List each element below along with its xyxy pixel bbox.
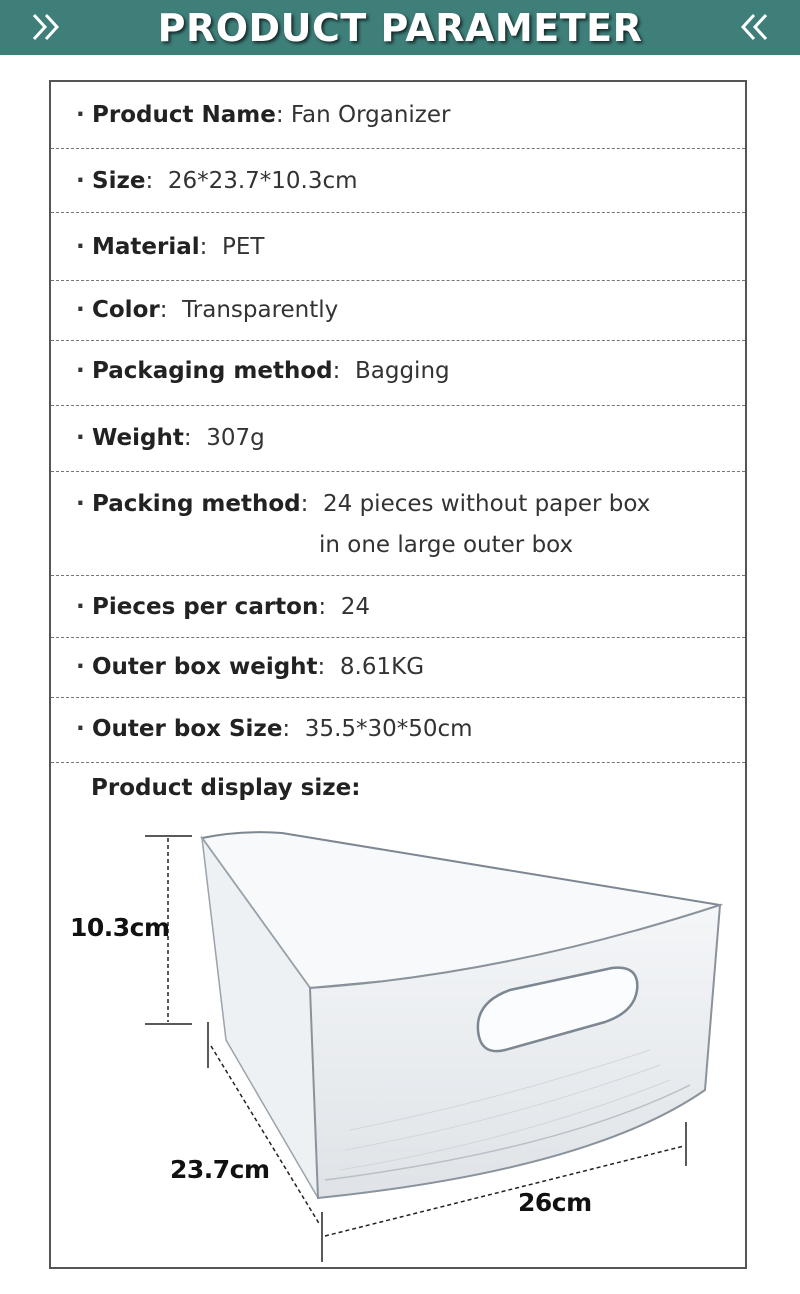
param-value: Transparently	[182, 297, 339, 323]
param-separator: :	[145, 168, 154, 194]
param-value-line2: in one large outer box	[319, 532, 574, 558]
bullet: ·	[76, 654, 85, 680]
bullet: ·	[76, 168, 85, 194]
bullet: ·	[76, 102, 85, 128]
param-value: PET	[222, 234, 265, 260]
param-value: 24	[340, 594, 371, 620]
param-value: Fan Organizer	[290, 102, 451, 128]
param-separator: :	[275, 102, 284, 128]
param-separator: :	[317, 654, 326, 680]
param-label: Color	[92, 297, 160, 323]
param-label: Outer box Size	[92, 716, 283, 742]
bullet: ·	[76, 716, 85, 742]
param-value: 35.5*30*50cm	[304, 716, 473, 742]
display-size-title: Product display size:	[91, 775, 361, 801]
param-value: Bagging	[354, 358, 450, 384]
param-separator: :	[318, 594, 327, 620]
param-label: Packing method	[92, 491, 301, 517]
param-label: Weight	[92, 425, 184, 451]
param-label: Material	[92, 234, 200, 260]
param-separator: :	[159, 297, 168, 323]
height-label: 10.3cm	[70, 913, 170, 942]
param-label: Size	[92, 168, 146, 194]
bullet: ·	[76, 358, 85, 384]
param-label: Packaging method	[92, 358, 333, 384]
param-separator: :	[332, 358, 341, 384]
bullet: ·	[76, 425, 85, 451]
bullet: ·	[76, 297, 85, 323]
param-label: Product Name	[92, 102, 276, 128]
page-title: PRODUCT PARAMETER	[157, 5, 643, 50]
organizer-box	[202, 832, 720, 1198]
param-separator: :	[199, 234, 208, 260]
bullet: ·	[76, 234, 85, 260]
param-value: 307g	[206, 425, 265, 451]
width-label: 26cm	[518, 1188, 592, 1217]
param-separator: :	[282, 716, 291, 742]
depth-label: 23.7cm	[170, 1155, 270, 1184]
param-separator: :	[300, 491, 309, 517]
bullet: ·	[76, 491, 85, 517]
param-value: 8.61KG	[339, 654, 425, 680]
bullet: ·	[76, 594, 85, 620]
param-label: Outer box weight	[92, 654, 318, 680]
param-label: Pieces per carton	[92, 594, 319, 620]
param-value: 26*23.7*10.3cm	[167, 168, 358, 194]
param-separator: :	[183, 425, 192, 451]
param-value: 24 pieces without paper box	[323, 491, 651, 517]
